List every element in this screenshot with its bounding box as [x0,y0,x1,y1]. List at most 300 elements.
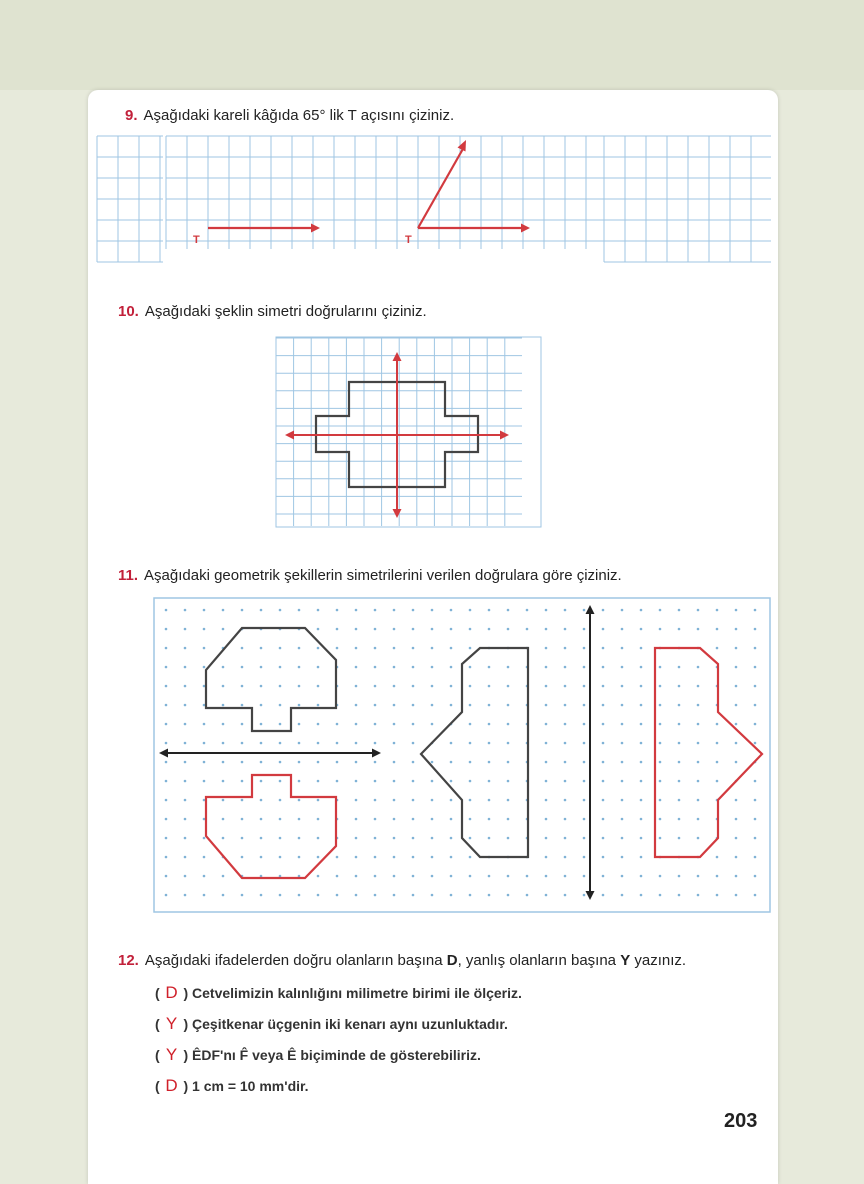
grid-dot [374,628,377,631]
grid-dot [545,894,548,897]
grid-dot [374,742,377,745]
grid-dot [488,780,491,783]
grid-dot [203,856,206,859]
grid-dot [222,666,225,669]
grid-dot [374,704,377,707]
grid-dot [355,628,358,631]
grid-dot [241,780,244,783]
grid-dot [241,799,244,802]
grid-dot [602,818,605,821]
grid-dot [640,780,643,783]
grid-dot [621,742,624,745]
question-text: Aşağıdaki şeklin simetri doğrularını çiziniz. [144,303,427,320]
grid-dot [374,666,377,669]
grid-dot [165,628,168,631]
shape-right-original [421,648,528,857]
grid-dot [355,609,358,612]
grid-dot [583,723,586,726]
grid-dot [583,609,586,612]
grid-dot [488,875,491,878]
grid-dot [564,761,567,764]
grid-dot [526,609,529,612]
grid-dot [450,780,453,783]
grid-dot [621,723,624,726]
grid-dot [412,894,415,897]
grid-dot [640,628,643,631]
grid-dot [298,894,301,897]
grid-dot [621,647,624,650]
grid-dot [564,666,567,669]
grid-dot [393,628,396,631]
grid-dot [469,875,472,878]
grid-dot [165,647,168,650]
grid-dot [716,875,719,878]
grid-dot [431,856,434,859]
grid-dot [431,723,434,726]
grid-dot [241,685,244,688]
grid-dot [602,856,605,859]
axis-arrowhead-left [159,749,168,758]
grid-dot [260,666,263,669]
grid-dot [621,875,624,878]
answer-mark: Y [165,1014,178,1033]
grid-dot [659,761,662,764]
statement-3: ( Y ) ÊDF'nı F̂ veya Ê biçiminde de gösterebiliriz. [155,1045,481,1064]
grid-dot [450,894,453,897]
grid-dot [317,780,320,783]
grid-dot [602,875,605,878]
grid-dot [678,704,681,707]
grid-dot [697,666,700,669]
grid-dot [336,628,339,631]
grid-dot [241,609,244,612]
grid-dot [716,894,719,897]
grid-dot [678,837,681,840]
grid-dot [317,723,320,726]
grid-dot [678,723,681,726]
grid-dot [507,723,510,726]
grid-dot [640,685,643,688]
grid-dot [393,704,396,707]
question-text: Aşağıdaki kareli kâğıda 65° lik T açısını çiziniz. [143,107,455,124]
grid-dot [735,761,738,764]
grid-dot [488,799,491,802]
grid-dot [165,799,168,802]
grid-dot [317,761,320,764]
grid-dot [716,628,719,631]
grid-dot [583,628,586,631]
grid-dot [393,780,396,783]
grid-dot [184,704,187,707]
grid-dot [222,799,225,802]
question-12 [118,952,686,969]
vertex-label-t-right: T [405,234,412,246]
grid-dot [222,837,225,840]
grid-dot [260,761,263,764]
question-text-part: , yanlış olanların başına [457,952,621,969]
grid-dot [545,856,548,859]
grid-dot [450,609,453,612]
grid-dot [412,742,415,745]
grid-dot [393,647,396,650]
grid-dot [488,837,491,840]
grid-dot [469,609,472,612]
grid-dot [317,685,320,688]
grid-dot [355,761,358,764]
grid-dot [469,799,472,802]
grid-dot [241,894,244,897]
grid-dot [279,818,282,821]
shape-top-mirror [206,775,336,878]
grid-dot [659,894,662,897]
grid-dot [393,723,396,726]
grid-dot [697,628,700,631]
grid-dot [203,894,206,897]
grid-dot [450,742,453,745]
grid-dot [336,780,339,783]
grid-dot [583,742,586,745]
answer-mark: D [165,1076,178,1095]
grid-dot [659,818,662,821]
grid-dot [260,647,263,650]
grid-dot [431,628,434,631]
grid-dot [659,723,662,726]
grid-dot [545,875,548,878]
grid-dot [393,609,396,612]
grid-dot [697,875,700,878]
grid-dot [412,837,415,840]
grid-dot [640,837,643,840]
grid-dot [222,609,225,612]
grid-dot [165,685,168,688]
grid-dot [450,761,453,764]
grid-dot [203,780,206,783]
grid-dot [469,666,472,669]
grid-dot [621,609,624,612]
grid-dot [184,875,187,878]
grid-dot [697,723,700,726]
grid-dot [488,609,491,612]
grid-dot [412,818,415,821]
grid-dot [621,818,624,821]
grid-dot [450,856,453,859]
axis-arrowhead-right [372,749,381,758]
grid-dot [279,780,282,783]
grid-dot [203,761,206,764]
grid-dot [431,818,434,821]
grid-dot [374,761,377,764]
grid-dot [374,723,377,726]
grid-dot [355,875,358,878]
grid-dot [621,704,624,707]
grid-dot [431,875,434,878]
grid-dot [260,742,263,745]
grid-dot [488,894,491,897]
grid-dot [355,723,358,726]
grid-dot [735,894,738,897]
grid-dot [621,628,624,631]
grid-dot [754,894,757,897]
grid-dot [469,628,472,631]
axis-arrowhead-down [586,891,595,900]
grid-dot [203,609,206,612]
grid-dot [583,856,586,859]
grid-dot [298,837,301,840]
grid-dot [165,780,168,783]
grid-dot [241,723,244,726]
axis-arrowhead-up [586,605,595,614]
grid-dot [640,818,643,821]
grid-dot [754,685,757,688]
grid-dot [412,628,415,631]
grid-dot [412,875,415,878]
grid-dot [735,647,738,650]
grid-dot [317,742,320,745]
grid-dot [507,628,510,631]
grid-dot [640,647,643,650]
grid-dot [317,666,320,669]
answer-mark: D [165,983,178,1002]
grid-dot [545,609,548,612]
grid-dot [678,894,681,897]
grid-dot [317,628,320,631]
grid-dot [355,894,358,897]
grid-dot [545,742,548,745]
grid-dot [716,761,719,764]
grid-dot [317,609,320,612]
grid-dot [735,666,738,669]
grid-dot [203,666,206,669]
statement-text: 1 cm = 10 mm'dir. [192,1078,309,1094]
grid-dot [583,666,586,669]
grid-dot [488,704,491,707]
grid-dot [222,723,225,726]
grid-dot [184,894,187,897]
grid-dot [184,837,187,840]
grid-dot [260,799,263,802]
grid-dot [754,704,757,707]
grid-dot [317,704,320,707]
grid-dot [317,837,320,840]
grid-dot [602,628,605,631]
grid-dot [165,609,168,612]
grid-dot [602,799,605,802]
grid-dot [754,799,757,802]
grid-dot [564,723,567,726]
statement-4: ( D ) 1 cm = 10 mm'dir. [155,1076,309,1095]
grid-dot [640,875,643,878]
grid-dot [336,647,339,650]
grid-dot [697,780,700,783]
grid-dot [222,704,225,707]
statement-1: ( D ) Cetvelimizin kalınlığını milimetre birimi ile ölçeriz. [155,983,522,1002]
grid-dot [716,780,719,783]
grid-dot [469,685,472,688]
grid-dot [393,894,396,897]
grid-dot [165,666,168,669]
statement-text: Cetvelimizin kalınlığını milimetre birimi ile ölçeriz. [192,985,522,1001]
grid-dot [184,799,187,802]
grid-dot [393,685,396,688]
question-text: Aşağıdaki geometrik şekillerin simetrilerini verilen doğrulara göre çiziniz. [144,567,622,584]
grid-dot [716,742,719,745]
grid-dot [659,799,662,802]
grid-dot [165,856,168,859]
question-number: 10. [118,303,139,320]
grid-dot [355,666,358,669]
grid-dot [735,609,738,612]
grid-dot [526,894,529,897]
grid-dot [450,837,453,840]
grid-dot [222,628,225,631]
grid-dot [583,647,586,650]
grid-dot [431,780,434,783]
grid-dot [412,799,415,802]
grid-dot [716,723,719,726]
grid-dot [678,875,681,878]
grid-dot [735,818,738,821]
grid-dot [469,818,472,821]
grid-dot [754,609,757,612]
grid-dot [431,609,434,612]
grid-dot [697,799,700,802]
grid-dot [279,723,282,726]
grid-dot [279,685,282,688]
grid-dot [184,685,187,688]
grid-dot [317,875,320,878]
grid-dot [393,875,396,878]
grid-dot [184,666,187,669]
grid-dot [184,856,187,859]
grid-dot [697,704,700,707]
grid-dot [165,761,168,764]
grid-dot [355,799,358,802]
grid-dot [697,837,700,840]
grid-dot [545,761,548,764]
grid-dot [488,742,491,745]
grid-dot [317,856,320,859]
grid-dot [507,609,510,612]
grid-dot [393,818,396,821]
grid-dot [754,666,757,669]
grid-dot [412,666,415,669]
grid-dot [754,723,757,726]
grid-dot [640,894,643,897]
grid-dot [564,799,567,802]
grid-dot [545,666,548,669]
grid-dot [241,704,244,707]
grid-dot [412,685,415,688]
grid-dot [621,666,624,669]
grid-dot [716,647,719,650]
grid-dot [184,818,187,821]
grid-dot [545,780,548,783]
grid-dot [279,761,282,764]
grid-dot [640,742,643,745]
grid-dot [450,704,453,707]
grid-dot [621,837,624,840]
grid-dot [678,799,681,802]
grid-dot [298,609,301,612]
grid-dot [659,609,662,612]
grid-dot [336,742,339,745]
grid-dot [640,666,643,669]
grid-dot [564,609,567,612]
grid-dot [203,647,206,650]
grid-dot [564,742,567,745]
grid-dot [678,742,681,745]
grid-dot [393,799,396,802]
grid-dot [412,704,415,707]
grid-dot [317,647,320,650]
grid-dot [526,628,529,631]
bold-letter-d: D [446,952,458,969]
grid-dot [697,742,700,745]
grid-dot [355,742,358,745]
grid-dot [431,666,434,669]
grid-dot [203,628,206,631]
grid-dot [355,647,358,650]
grid-dot [735,837,738,840]
grid-dot [412,856,415,859]
grid-dot [393,837,396,840]
grid-dot [279,856,282,859]
grid-dot [564,894,567,897]
grid-dot [583,818,586,821]
grid-dot [431,647,434,650]
grid-dot [298,666,301,669]
grid-dot [317,818,320,821]
grid-dot [507,742,510,745]
grid-dot [564,818,567,821]
grid-dot [545,685,548,688]
grid-dot [716,609,719,612]
grid-dot [260,609,263,612]
grid-dot [659,628,662,631]
grid-dot [450,647,453,650]
grid-dot [659,837,662,840]
grid-dot [735,723,738,726]
grid-dot [374,780,377,783]
grid-dot [374,875,377,878]
grid-dot [450,628,453,631]
grid-dot [754,628,757,631]
grid-dot [222,685,225,688]
grid-dot [393,742,396,745]
grid-dot [450,685,453,688]
grid-dot [602,723,605,726]
grid-dot [735,742,738,745]
grid-dot [488,666,491,669]
grid-dot [507,894,510,897]
grid-dot [184,742,187,745]
grid-dot [431,837,434,840]
grid-dot [165,704,168,707]
grid-dot [336,856,339,859]
dot-grid-frame [154,598,770,912]
grid-dot [393,761,396,764]
grid-dot [260,856,263,859]
grid-dot [355,818,358,821]
grid-dot [279,742,282,745]
grid-dot [374,799,377,802]
grid-dot [241,647,244,650]
grid-dot [583,799,586,802]
grid-dot [260,894,263,897]
grid-dot [659,742,662,745]
grid-dot [241,666,244,669]
question-text-part: Aşağıdaki ifadelerden doğru olanların başına [144,952,447,969]
